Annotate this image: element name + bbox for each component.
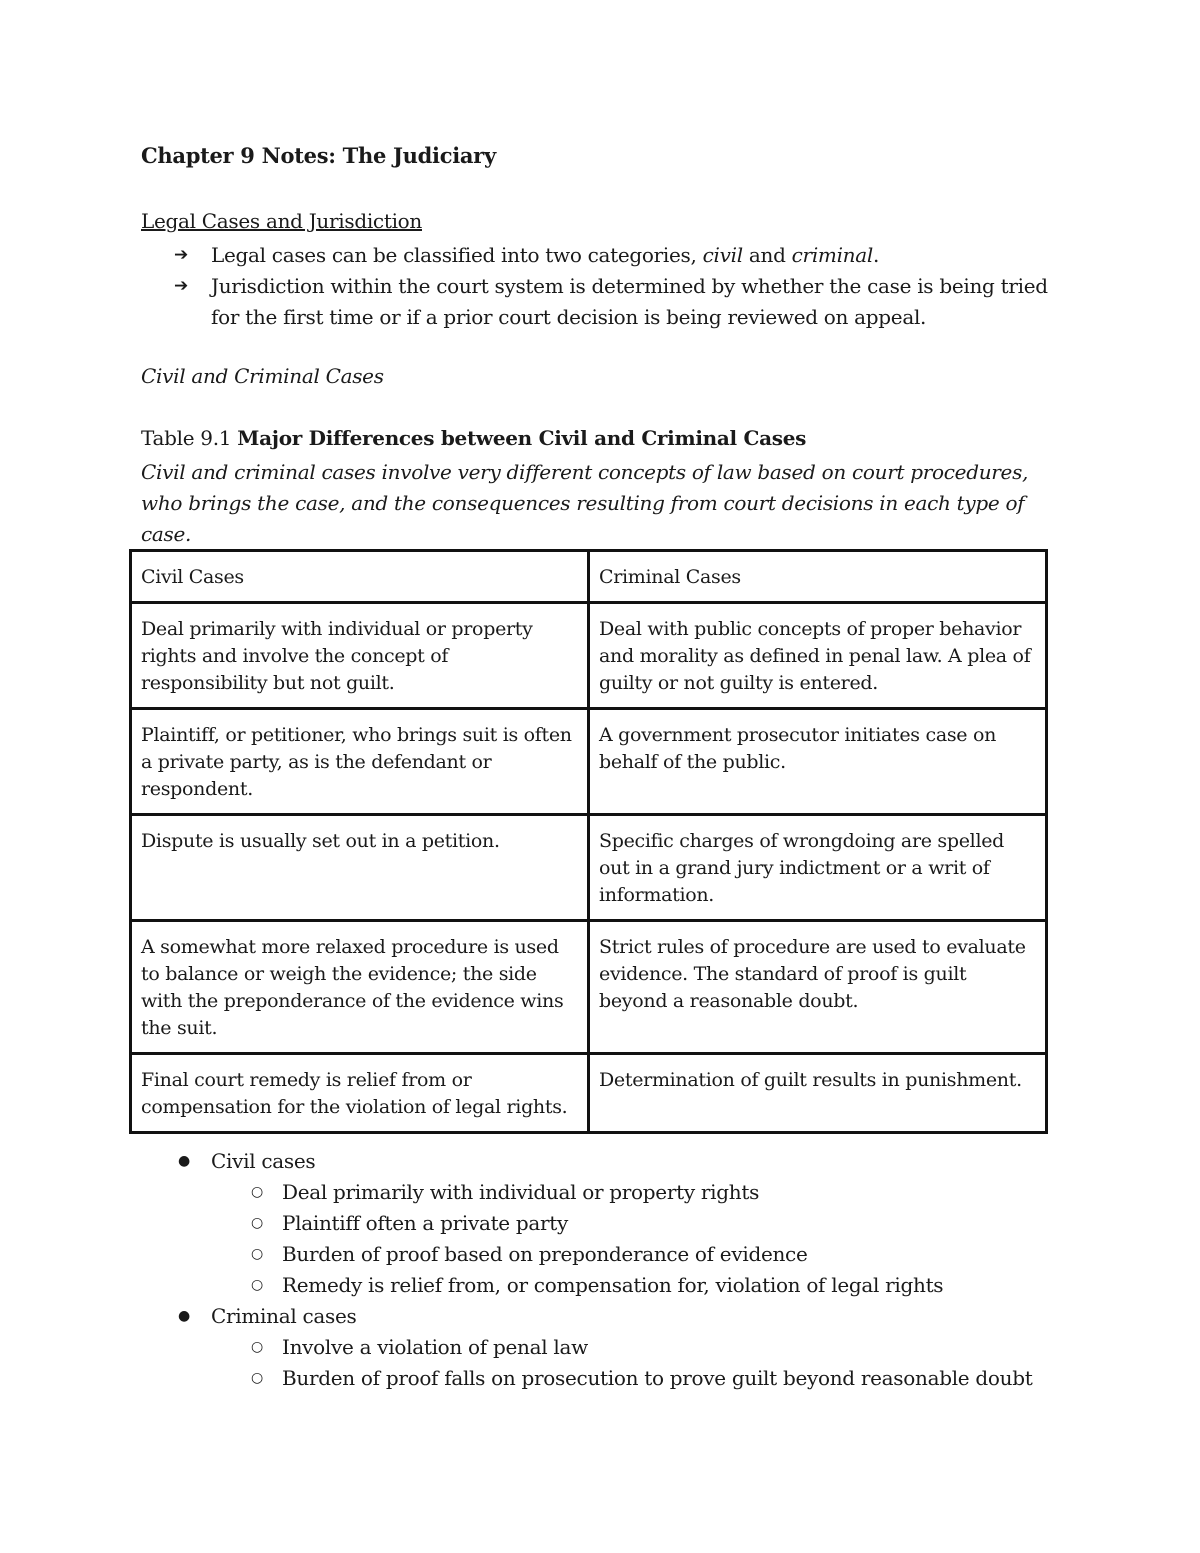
sub-bullet-item: ○ Burden of proof falls on prosecution to prove guilt beyond reasonable doubt xyxy=(211,1363,1061,1394)
sub-bullet-list xyxy=(211,1332,1061,1394)
table-cell: A government prosecutor initiates case on behalf of the public. xyxy=(589,709,1047,815)
table-row xyxy=(131,603,1047,709)
hollow-bullet-icon: ○ xyxy=(251,1277,263,1293)
table-header-row xyxy=(131,551,1047,603)
section-heading: Legal Cases and Jurisdiction xyxy=(141,209,422,233)
table-row xyxy=(131,815,1047,921)
arrow-list-item: ➔ Legal cases can be classified into two categories, civil and criminal. xyxy=(141,240,1061,271)
sub-bullet-list xyxy=(211,1177,1061,1301)
hollow-bullet-icon: ○ xyxy=(251,1246,263,1262)
sub-bullet-item: ○ Plaintiff often a private party xyxy=(211,1208,1061,1239)
hollow-bullet-icon: ○ xyxy=(251,1184,263,1200)
comparison-table xyxy=(129,549,1048,1134)
table-cell: A somewhat more relaxed procedure is used to balance or weigh the evidence; the side with the preponderance of the evidence wins the suit. xyxy=(131,921,589,1054)
table-cell: Specific charges of wrongdoing are spelled out in a grand jury indictment or a writ of information. xyxy=(589,815,1047,921)
hollow-bullet-icon: ○ xyxy=(251,1370,263,1386)
table-cell: Plaintiff, or petitioner, who brings suit is often a private party, as is the defendant or respondent. xyxy=(131,709,589,815)
table-row xyxy=(131,1054,1047,1133)
page-title: Chapter 9 Notes: The Judiciary xyxy=(141,143,496,168)
table-cell: Deal primarily with individual or property rights and involve the concept of responsibility but not guilt. xyxy=(131,603,589,709)
table-description: Civil and criminal cases involve very different concepts of law based on court procedures, who brings the case, and the consequences resulting from court decisions in each type of case. xyxy=(141,460,1029,546)
table-header-cell: Civil Cases xyxy=(131,551,589,603)
sub-bullet-item: ○ Burden of proof based on preponderance of evidence xyxy=(211,1239,1061,1270)
arrow-list xyxy=(141,240,1061,333)
table-caption: Table 9.1 Major Differences between Civil and Criminal Cases xyxy=(141,426,807,450)
table-cell: Final court remedy is relief from or compensation for the violation of legal rights. xyxy=(131,1054,589,1133)
sub-bullet-item: ○ Remedy is relief from, or compensation for, violation of legal rights xyxy=(211,1270,1061,1301)
subheading: Civil and Criminal Cases xyxy=(141,364,384,388)
table-row xyxy=(131,921,1047,1054)
bullet-label: Criminal cases xyxy=(211,1304,357,1328)
bullet-list xyxy=(141,1146,1061,1394)
arrow-list-item: ➔ Jurisdiction within the court system is determined by whether the case is being tried for the first time or if a prior court decision is being reviewed on appeal. xyxy=(141,271,1061,333)
hollow-bullet-icon: ○ xyxy=(251,1215,263,1231)
table-cell: Strict rules of procedure are used to evaluate evidence. The standard of proof is guilt beyond a reasonable doubt. xyxy=(589,921,1047,1054)
arrow-bullet-icon: ➔ xyxy=(174,276,188,296)
hollow-bullet-icon: ○ xyxy=(251,1339,263,1355)
table-cell: Deal with public concepts of proper behavior and morality as defined in penal law. A plea of guilty or not guilty is entered. xyxy=(589,603,1047,709)
bullet-item xyxy=(141,1146,1061,1301)
table-cell: Dispute is usually set out in a petition. xyxy=(131,815,589,921)
filled-bullet-icon: ● xyxy=(178,1308,190,1324)
table-header-cell: Criminal Cases xyxy=(589,551,1047,603)
table-row xyxy=(131,709,1047,815)
bullet-item xyxy=(141,1301,1061,1394)
arrow-bullet-icon: ➔ xyxy=(174,245,188,265)
table-cell: Determination of guilt results in punishment. xyxy=(589,1054,1047,1133)
sub-bullet-item: ○ Deal primarily with individual or property rights xyxy=(211,1177,1061,1208)
filled-bullet-icon: ● xyxy=(178,1153,190,1169)
sub-bullet-item: ○ Involve a violation of penal law xyxy=(211,1332,1061,1363)
bullet-label: Civil cases xyxy=(211,1149,316,1173)
